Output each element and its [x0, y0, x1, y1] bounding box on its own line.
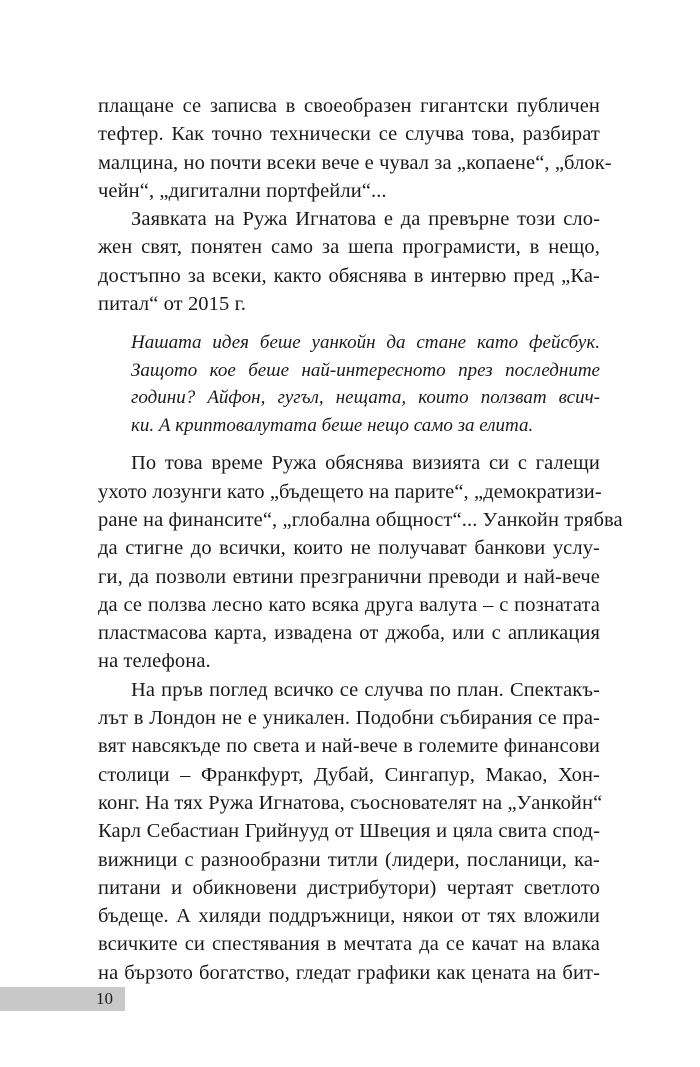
text-line: лът в Лондон не е уникален. Подобни събирания се пра-	[98, 707, 600, 730]
paragraph	[98, 92, 612, 205]
paragraph	[98, 205, 600, 318]
text-line: достъпно за всеки, както обяснява в интервю пред „Ка-	[98, 264, 600, 287]
text-line: питал“ от 2015 г.	[98, 293, 246, 316]
text-line: тефтер. Как точно технически се случва това, разбират	[98, 123, 600, 146]
text-line: вят навсякъде по света и най-вече в големите финансови	[98, 735, 600, 758]
text-line: По това време Ружа обяснява визията си с галещи	[131, 452, 600, 475]
text-line: вижници с разнообразни титли (лидери, посланици, ка-	[98, 848, 600, 871]
quote-line: Нашата идея беше уанкойн да стане като фейсбук.	[131, 332, 600, 354]
quote-line: Защото кое беше най-интересното през последните	[131, 359, 600, 381]
text-line: конг. На тях Ружа Игнатова, съоснователят на „Уанкойн“	[98, 791, 603, 814]
text-line: чейн“, „дигитални портфейли“...	[98, 179, 387, 202]
text-line: малцина, но почти всеки вече е чувал за „копаене“, „блок-	[98, 151, 612, 174]
body-text	[98, 92, 623, 987]
text-line: да се ползва лесно като всяка друга валута – с познатата	[98, 593, 600, 616]
text-line: На пръв поглед всичко се случва по план. Спектакъ-	[131, 678, 600, 701]
text-line: плащане се записва в своеобразен гигантски публичен	[98, 95, 600, 117]
paragraph	[98, 449, 623, 675]
text-line: ги, да позволи евтини презгранични преводи и най-вече	[98, 565, 600, 588]
quote-line: ки. А криптовалутата беше нещо само за елита.	[131, 414, 534, 436]
text-line: ухото лозунги като „бъдещето на парите“, „демократизи-	[98, 480, 602, 503]
text-line: ране на финансите“, „глобална общност“... Уанкойн трябва	[98, 508, 623, 531]
text-line: пластмасова карта, извадена от джоба, или с апликация	[98, 622, 600, 645]
paragraph	[98, 676, 603, 987]
text-line: столици – Франкфурт, Дубай, Сингапур, Макао, Хон-	[98, 763, 600, 786]
text-line: бъдеще. А хиляди поддръжници, някои от тях вложили	[98, 905, 600, 928]
text-line: Заявката на Ружа Игнатова е да превърне този сло-	[131, 208, 600, 231]
quote-line: години? Айфон, гугъл, нещата, които ползват всич-	[131, 387, 600, 409]
text-line: Карл Себастиан Грийнууд от Швеция и цяла свита спод-	[98, 820, 600, 843]
page-number: 10	[96, 989, 113, 1008]
text-line: на бързото богатство, гледат графики как цената на бит-	[98, 961, 600, 984]
text-line: жен свят, понятен само за шепа програмисти, в нещо,	[98, 236, 600, 259]
text-line: да стигне до всички, които не получават банкови услу-	[98, 537, 600, 560]
text-line: всичките си спестявания в мечтата да се качат на влака	[98, 933, 600, 956]
text-line: питани и обикновени дистрибутори) чертаят светлото	[98, 876, 600, 899]
block-quote	[98, 329, 600, 439]
text-line: на телефона.	[98, 650, 211, 673]
